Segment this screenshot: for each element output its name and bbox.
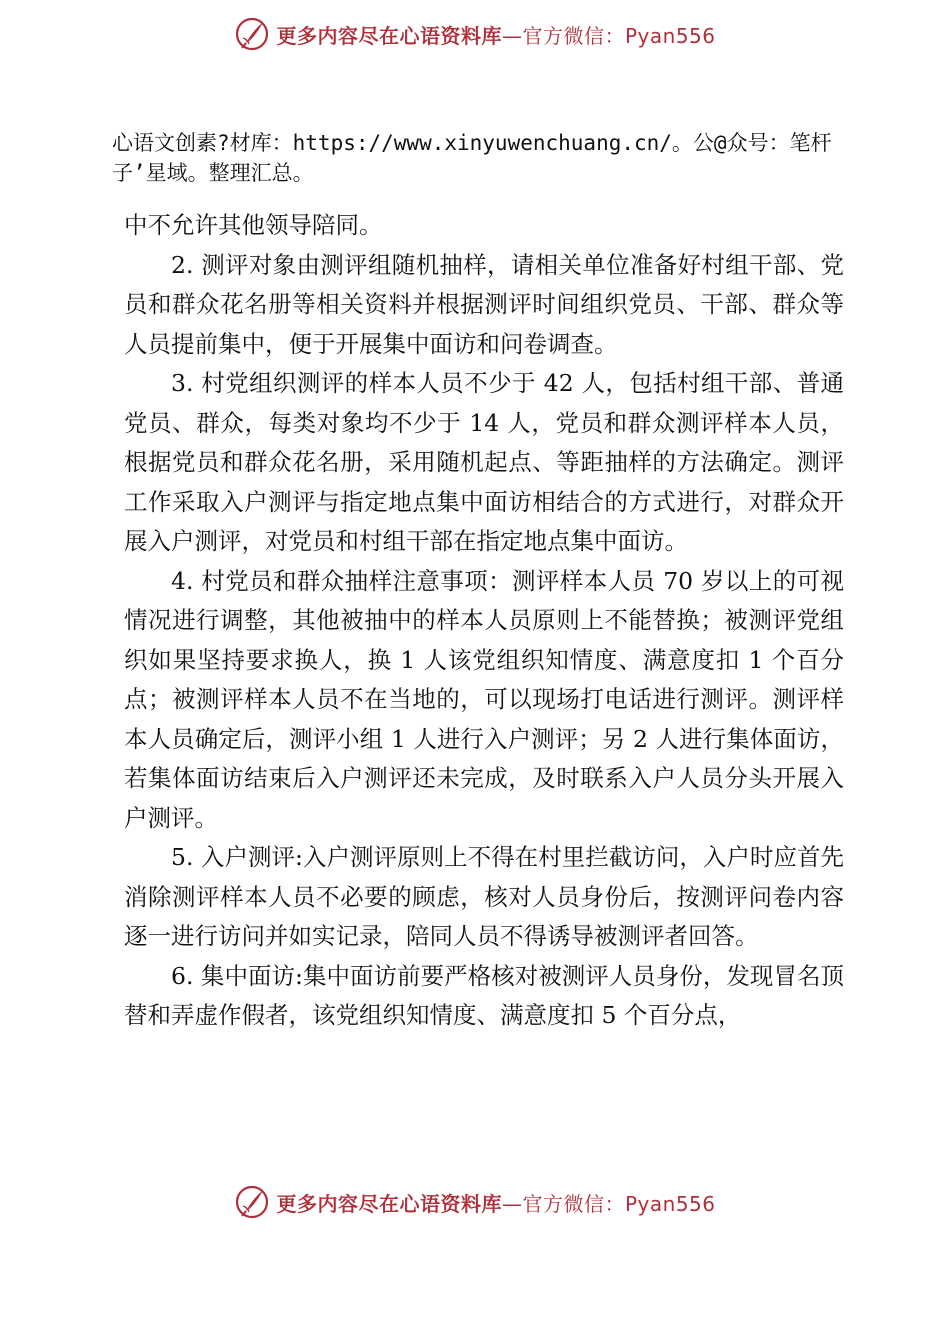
document-body bbox=[124, 206, 844, 1036]
paragraph-item-6: 6. 集中面访:集中面访前要严格核对被测评人员身份，发现冒名顶替和弄虚作假者，该党组织知情度、满意度扣 5 个百分点， bbox=[124, 961, 844, 1029]
paragraph-continuation: 中不允许其他领导陪同。 bbox=[124, 211, 383, 239]
page-header-banner bbox=[0, 16, 950, 52]
paragraph-item-2: 2. 测评对象由测评组随机抽样，请相关单位准备好村组干部、党员和群众花名册等相关资料并根据测评时间组织党员、干部、群众等人员提前集中，便于开展集中面访和问卷调查。 bbox=[124, 250, 844, 358]
footer-brand-text: 更多内容尽在心语资料库 bbox=[276, 1191, 502, 1216]
source-notice: 心语文创素?材库：https://www.xinyuwenchuang.cn/。公@众号：笔杆子’星域。整理汇总。 bbox=[112, 131, 832, 185]
footer-wechat-id: Pyan556 bbox=[624, 1191, 716, 1216]
quill-pen-logo-icon bbox=[234, 1184, 270, 1220]
paragraph-item-4: 4. 村党员和群众抽样注意事项：测评样本人员 70 岁以上的可视情况进行调整，其他被抽中的样本人员原则上不能替换；被测评党组织如果坚持要求换人，换 1 人该党组织知情度、满意度扣 1 个百分点；被测评样本人员不在当地的，可以现场打电话进行测评。测评样本人员确定后，测评小组 1 人进行入户测评；另 2 人进行集体面访，若集体面访结束后入户测评还未完成，及时联系入户人员分头开展入户测评。 bbox=[124, 566, 844, 832]
footer-dash: — bbox=[501, 1191, 523, 1216]
page-footer-banner bbox=[0, 1184, 950, 1220]
header-dash: — bbox=[501, 23, 523, 48]
header-wechat-id: Pyan556 bbox=[624, 23, 716, 48]
quill-pen-logo-icon bbox=[234, 16, 270, 52]
header-banner-text bbox=[276, 20, 715, 49]
header-wechat-label: 官方微信： bbox=[522, 23, 625, 48]
paragraph-item-3: 3. 村党组织测评的样本人员不少于 42 人，包括村组干部、普通党员、群众，每类对象均不少于 14 人，党员和群众测评样本人员，根据党员和群众花名册，采用随机起点、等距抽样的方法确定。测评工作采取入户测评与指定地点集中面访相结合的方式进行，对群众开展入户测评，对党员和村组干部在指定地点集中面访。 bbox=[124, 369, 844, 555]
footer-wechat-label: 官方微信： bbox=[522, 1191, 625, 1216]
paragraph-item-5: 5. 入户测评:入户测评原则上不得在村里拦截访问，入户时应首先消除测评样本人员不必要的顾虑，核对人员身份后，按测评问卷内容逐一进行访问并如实记录，陪同人员不得诱导被测评者回答。 bbox=[124, 843, 844, 950]
header-brand-text: 更多内容尽在心语资料库 bbox=[276, 23, 502, 48]
footer-banner-text bbox=[276, 1188, 715, 1217]
